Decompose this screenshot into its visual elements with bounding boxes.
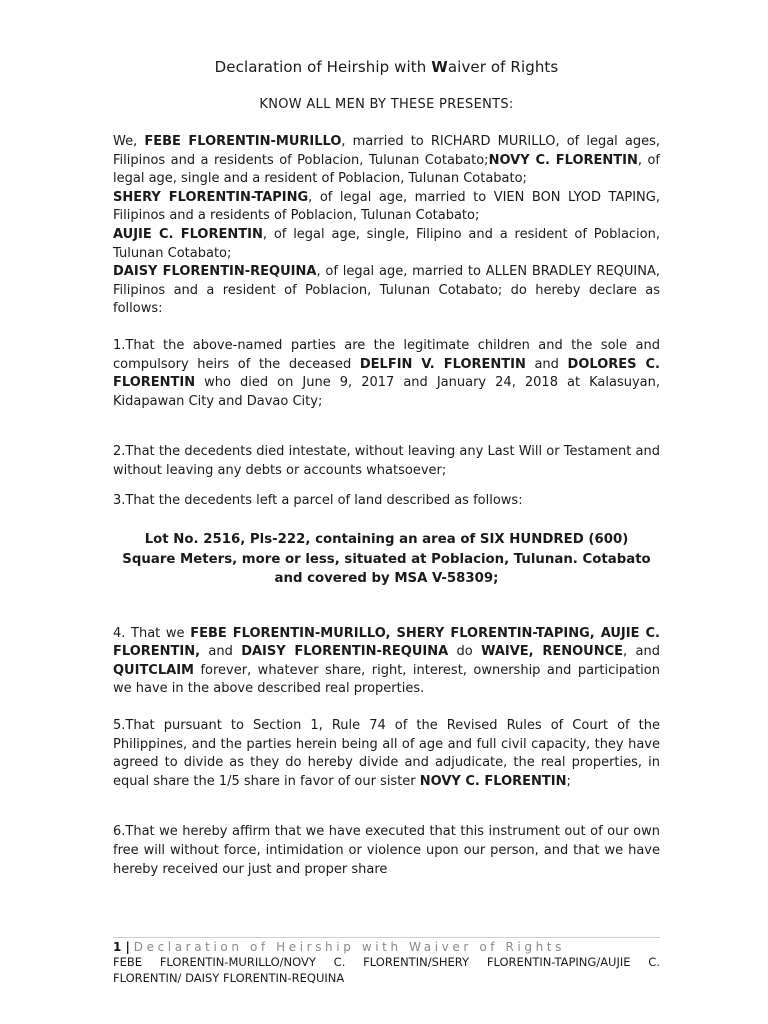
- paragraph-5-text-a: 5.That pursuant to Section 1, Rule 74 of the Revised Rules of Court of the Philippines, and the parties herein being all of age and full civil capacity, they have agreed to divide as they do hereby divide and adjudicate, the real properties, in equal share the 1/5 share in favor of our sister: [113, 717, 660, 789]
- document-body: [113, 133, 660, 897]
- page-footer: [113, 937, 660, 986]
- paragraph-4-name-daisy: DAISY FLORENTIN-REQUINA: [241, 644, 449, 660]
- paragraph-5: [113, 717, 660, 791]
- deceased-father-name: DELFIN V. FLORENTIN: [359, 356, 526, 372]
- party-4-details: , of legal age, single, Filipino and a resident of Poblacion, Tulunan Cotabato;: [113, 226, 660, 261]
- title-bold-letter: W: [431, 58, 448, 76]
- title-part2: aiver of Rights: [447, 58, 559, 76]
- paragraph-4-name-febe-suffix: -MURILLO,: [314, 625, 397, 641]
- we-text: We,: [113, 134, 145, 149]
- title-part1: Declaration of Heirship with: [214, 58, 432, 76]
- parties-paragraph: [113, 133, 660, 319]
- paragraph-4-name-febe: FEBE FLORENTIN: [190, 625, 315, 641]
- page-number: 1 |: [113, 940, 130, 954]
- paragraph-5-text-c: ;: [566, 773, 571, 789]
- party-5-name: DAISY FLORENTIN-REQUINA: [113, 264, 317, 280]
- deceased-mother-name: DOLORES C. FLORENTIN: [113, 356, 660, 391]
- document-subtitle: KNOW ALL MEN BY THESE PRESENTS:: [259, 97, 514, 112]
- paragraph-4: [113, 625, 660, 699]
- footer-names: FEBE FLORENTIN-MURILLO/NOVY C. FLORENTIN/SHERY FLORENTIN-TAPING/AUJIE C. FLORENTIN/ DAISY FLORENTIN-REQUINA: [113, 955, 660, 985]
- paragraph-6: 6.That we hereby affirm that we have executed that this instrument out of our own free will without force, intimidation or violence upon our person, and that we have hereby received our just and proper share: [113, 824, 660, 877]
- paragraph-2: 2.That the decedents died intestate, without leaving any Last Will or Testament and without leaving any debts or accounts whatsoever;: [113, 444, 660, 478]
- paragraph-4-text-i: , and: [623, 644, 660, 660]
- party-2-name: NOVY C. FLORENTIN: [488, 152, 638, 168]
- party-2-details: , of legal age, single and a resident of Poblacion, Tulunan Cotabato;: [113, 152, 660, 187]
- party-3-details: , of legal age, married to VIEN BON LYOD TAPING, Filipinos and a residents of Poblacion, Tulunan Cotabato;: [113, 189, 660, 224]
- party-5-details: , of legal age, married to ALLEN BRADLEY REQUINA, Filipinos and a resident of Poblacion, Tulunan Cotabato; do hereby declare as follows:: [113, 264, 660, 317]
- paragraph-1-text-a: 1.That the above-named parties are the legitimate children and the sole and compulsory heirs of the deceased: [113, 337, 660, 372]
- waive-renounce-text: WAIVE, RENOUNCE: [481, 644, 624, 660]
- lot-description: Lot No. 2516, Pls-222, containing an area of SIX HUNDRED (600) Square Meters, more or less, situated at Poblacion, Tulunan. Cotabato and covered by MSA V-58309;: [122, 532, 651, 587]
- footer-title-line: [113, 940, 660, 954]
- party-1-details: , married to RICHARD MURILLO, of legal ages, Filipinos and a residents of Poblacion, Tulunan Cotabato;: [113, 134, 661, 168]
- paragraph-4-text-a: 4. That we: [113, 625, 191, 641]
- paragraph-3: 3.That the decedents left a parcel of land described as follows:: [113, 492, 523, 508]
- paragraph-4-text-e: and: [200, 644, 242, 660]
- beneficiary-name: NOVY C. FLORENTIN: [419, 773, 567, 789]
- paragraph-1: [113, 337, 660, 411]
- paragraph-1-text-c: and: [525, 356, 568, 372]
- paragraph-4-text-k: forever, whatever share, right, interest, ownership and participation we have in the above described real properties.: [113, 662, 660, 697]
- party-4-name: AUJIE C. FLORENTIN: [113, 226, 263, 242]
- paragraph-1-text-e: who died on June 9, 2017 and January 24, 2018 at Kalasuyan, Kidapawan City and Davao City;: [113, 375, 660, 409]
- footer-doc-title: Declaration of Heirship with Waiver of Rights: [133, 940, 565, 954]
- paragraph-4-names: SHERY FLORENTIN-TAPING, AUJIE C. FLORENTIN,: [113, 625, 660, 660]
- party-1-name: FEBE FLORENTIN-MURILLO: [144, 134, 342, 149]
- party-3-name: SHERY FLORENTIN-TAPING: [113, 189, 309, 205]
- document-title: [113, 58, 660, 76]
- quitclaim-text: QUITCLAIM: [113, 662, 194, 678]
- paragraph-4-text-g: do: [448, 644, 482, 660]
